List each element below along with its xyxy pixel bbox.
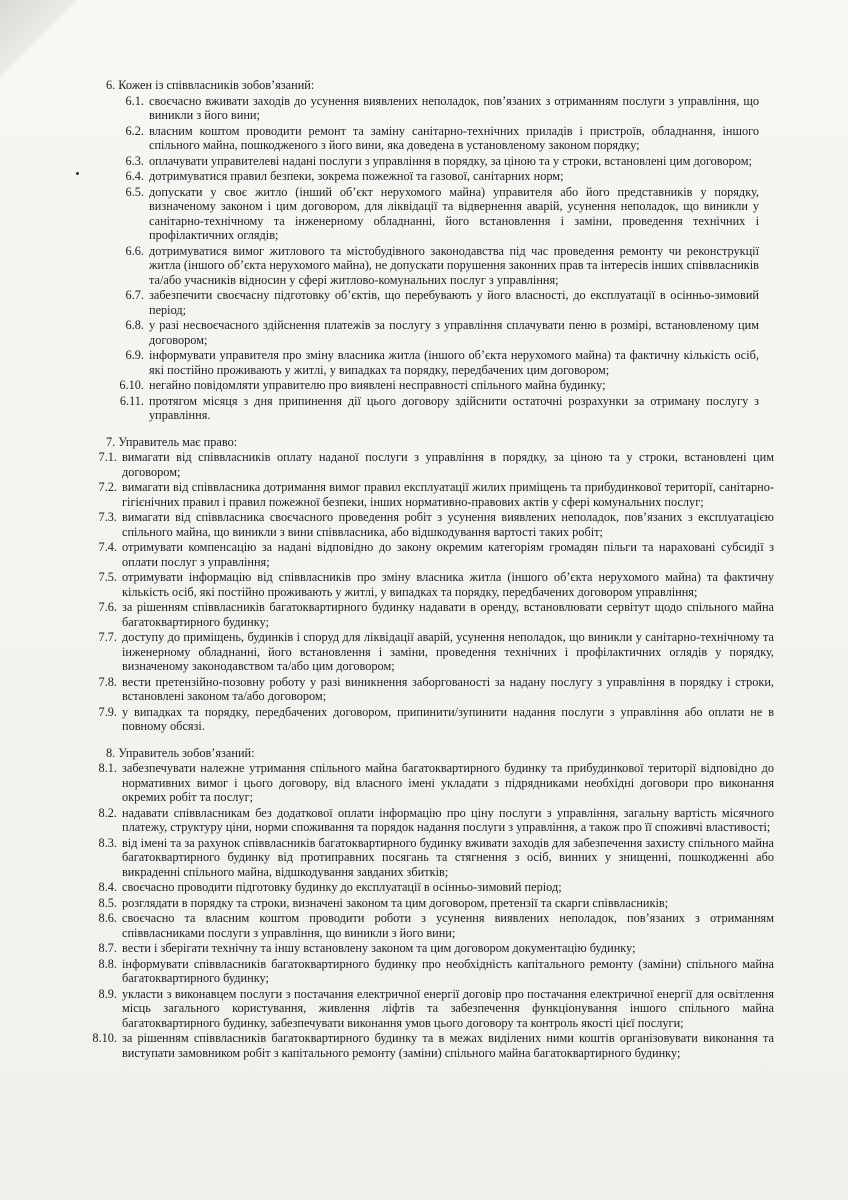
clause-item [0, 348, 848, 377]
clause-number: 8.6. [98, 911, 117, 925]
clause-number: 8.10. [92, 1031, 117, 1045]
clause-number: 7.9. [98, 704, 117, 719]
clause-number: 7.6. [98, 600, 117, 614]
page-corner-fold [0, 0, 90, 80]
clause-item [0, 288, 848, 317]
clause-item [0, 244, 848, 288]
clause-number: 6.11. [119, 393, 144, 408]
clause-text: від імені та за рахунок співвласників багатоквартирного будинку вживати заходів для забезпечення захисту спільного майна багатоквартирного будинку від протиправних посягань та стягнення з осіб, винних у знищенні, пошкодженні або викраденні спільного майна, відшкодування завданих збитків; [122, 835, 774, 879]
clause-text: інформувати співвласників багатоквартирного будинку про необхідність капітального ремонту (заміни) спільного майна багатоквартирного будинку; [122, 956, 774, 985]
section-heading: 8. Управитель зобов’язаний: [106, 745, 255, 760]
clause-item [0, 761, 848, 805]
clause-item [0, 806, 848, 835]
clause-item [0, 836, 848, 880]
section-8-items [0, 761, 848, 1060]
clause-number: 6.1. [125, 93, 144, 108]
clause-number: 6.7. [125, 288, 144, 302]
section-7-items [0, 450, 848, 734]
clause-number: 6.4. [125, 169, 144, 183]
clause-text: дотримуватися вимог житлового та містобудівного законодавства під час проведення ремонту чи реконструкції житла (іншого об’єкта нерухомого майна), не допускати порушення законних прав та інтересів інших співвласників та/або учасників відносин у сфері житлово-комунальних послуг з управління; [149, 243, 759, 287]
clause-text: допускати у своє житло (інший об’єкт нерухомого майна) управителя або його представників у порядку, визначеному законом і цим договором, для ліквідації та відвернення аварій, усунення неполадок, що виникли у санітарно-технічному та інженерному обладнанні, його встановлення і заміни, проведення технічних і профілактичних оглядів; [149, 184, 759, 242]
clause-text: доступу до приміщень, будинків і споруд для ліквідації аварій, усунення неполадок, що виникли у санітарно-технічному та інженерному обладнанні, його встановлення і заміни, проведення технічних і профілактичних оглядів у порядку, визначеному законодавством та/або цим договором; [122, 630, 774, 673]
clause-item [0, 450, 848, 479]
clause-item [0, 154, 848, 169]
clause-item [0, 510, 848, 539]
clause-text: вести і зберігати технічну та іншу встановлену законом та цим договором документацію будинку; [122, 941, 636, 955]
clause-item [0, 394, 848, 423]
clause-text: оплачувати управителеві надані послуги з управління в порядку, за ціною та у строки, встановлені цим договором; [149, 153, 752, 168]
clause-number: 8.5. [98, 895, 117, 910]
clause-item [0, 957, 848, 986]
clause-item [0, 941, 848, 956]
clause-number: 8.8. [98, 956, 117, 971]
clause-text: отримувати інформацію від співвласників про зміну власника житла (іншого об’єкта нерухомого майна) та фактичну кількість осіб, які постійно проживають у житлі, у випадках та порядку, передбачених договором управління; [122, 570, 774, 599]
clause-text: за рішенням співвласників багатоквартирного будинку надавати в оренду, встановлювати сервітут щодо спільного майна багатоквартирного будинку; [122, 600, 774, 629]
clause-number: 7.3. [98, 510, 117, 524]
clause-item [0, 1031, 848, 1060]
clause-number: 8.1. [98, 761, 117, 775]
clause-text: забезпечувати належне утримання спільного майна багатоквартирного будинку та прибудинкової території відповідно до нормативних вимог і цього договору, від власного імені укладати з підрядниками необхідні договори про виконання окремих робіт та послуг; [122, 761, 774, 804]
clause-number: 7.2. [98, 480, 117, 494]
clause-text: надавати співвласникам без додаткової оплати інформацію про ціну послуги з управління, загальну вартість місячного платежу, структуру ціни, норми споживання та порядок надання послуги з управління, а також про її споживчі властивості; [122, 805, 774, 834]
clause-number: 8.3. [98, 835, 117, 850]
clause-text: вимагати від співвласника своєчасного проведення робіт з усунення виявлених неполадок, пов’язаних з експлуатацією спільного майна, що виникли з вини співвласника, або відшкодування вартості таких робіт; [122, 510, 774, 539]
clause-number: 6.2. [125, 123, 144, 138]
clause-number: 6.5. [125, 184, 144, 199]
clause-text: за рішенням співвласників багатоквартирного будинку та в межах виділених ними коштів організовувати виконання та виступати замовником робіт з капітального ремонту (заміни) спільного майна багатоквартирного будинку; [122, 1031, 774, 1060]
clause-item [0, 987, 848, 1031]
clause-item [0, 911, 848, 940]
clause-number: 7.8. [98, 674, 117, 689]
clause-number: 6.3. [125, 153, 144, 168]
clause-number: 6.8. [125, 318, 144, 332]
clause-item [0, 124, 848, 153]
clause-number: 8.2. [98, 805, 117, 820]
clause-number: 6.6. [125, 243, 144, 258]
clause-text: своєчасно проводити підготовку будинку до експлуатації в осінньо-зимовий період; [122, 880, 562, 894]
document-body [0, 78, 848, 1068]
clause-text: своєчасно та власним коштом проводити роботи з усунення виявлених неполадок, пов’язаних з отриманням співвласниками послуги з управління, що виникли з його вини; [122, 911, 774, 940]
section-6 [0, 78, 848, 423]
clause-number: 7.1. [98, 450, 117, 464]
clause-number: 7.4. [98, 540, 117, 554]
clause-text: інформувати управителя про зміну власника житла (іншого об’єкта нерухомого майна) та фактичну кількість осіб, які постійно проживають у житлі, у випадках та порядку, передбачених цим договором; [149, 348, 759, 377]
clause-item [0, 880, 848, 895]
clause-item [0, 378, 848, 393]
clause-text: негайно повідомляти управителю про виявлені несправності спільного майна будинку; [149, 378, 606, 392]
clause-number: 7.5. [98, 570, 117, 584]
clause-number: 6.9. [125, 348, 144, 362]
clause-item [0, 185, 848, 243]
clause-number: 8.7. [98, 941, 117, 955]
clause-item [0, 540, 848, 569]
clause-item [0, 675, 848, 704]
section-6-items [0, 94, 848, 423]
clause-text: дотримуватися правил безпеки, зокрема пожежної та газової, санітарних норм; [149, 169, 564, 183]
clause-item [0, 480, 848, 509]
section-7 [0, 435, 848, 734]
clause-text: власним коштом проводити ремонт та заміну санітарно-технічних приладів і пристроїв, обладнання, іншого спільного майна, пошкодженого з його вини, яка доведена в установленому законом порядку; [149, 123, 759, 152]
section-8 [0, 746, 848, 1061]
clause-item [0, 318, 848, 347]
clause-item [0, 169, 848, 184]
clause-text: отримувати компенсацію за надані відповідно до закону окремим категоріям громадян пільги та нараховані субсидії з оплати послуг з управління; [122, 540, 774, 569]
clause-text: у разі несвоєчасного здійснення платежів за послугу з управління сплачувати пеню в розмірі, встановленому цим договором; [149, 318, 759, 347]
clause-item [0, 600, 848, 629]
clause-text: укласти з виконавцем послуги з постачання електричної енергії договір про постачання електричної енергії для освітлення місць загального користування, живлення ліфтів та забезпечення функціонування іншого спільного майна багатоквартирного будинку, забезпечувати виконання умов цього договору та контроль якості цієї послуги; [122, 986, 774, 1030]
clause-text: у випадках та порядку, передбачених договором, припинити/зупинити надання послуги з управління або оплати не в повному обсязі. [122, 704, 774, 733]
clause-item [0, 896, 848, 911]
clause-text: вимагати від співвласника дотримання вимог правил експлуатації жилих приміщень та прибудинкової території, санітарно-гігієнічних правил і правил пожежної безпеки, інших нормативно-правових актів у сфері комунальних послуг; [122, 480, 774, 509]
clause-item [0, 570, 848, 599]
clause-text: своєчасно вживати заходів до усунення виявлених неполадок, пов’язаних з отриманням послуги з управління, що виникли з його вини; [149, 93, 759, 122]
clause-number: 7.7. [98, 630, 117, 644]
clause-item [0, 94, 848, 123]
clause-text: вести претензійно-позовну роботу у разі виникнення заборгованості за надану послугу з управління в порядку і строки, встановлені законом та/або договором; [122, 674, 774, 703]
clause-number: 6.10. [119, 378, 144, 392]
clause-item [0, 705, 848, 734]
clause-text: вимагати від співвласників оплату наданої послуги з управління в порядку, за ціною та у строки, встановлені цим договором; [122, 450, 774, 479]
clause-text: забезпечити своєчасну підготовку об’єктів, що перебувають у його власності, до експлуатації в осінньо-зимовий період; [149, 288, 759, 317]
section-heading: 6. Кожен із співвласників зобов’язаний: [106, 78, 315, 92]
clause-number: 8.9. [98, 986, 117, 1001]
section-heading: 7. Управитель має право: [106, 434, 238, 449]
clause-text: протягом місяця з дня припинення дії цього договору здійснити остаточні розрахунки за отриману послугу з управління. [149, 393, 759, 422]
clause-item [0, 630, 848, 674]
clause-number: 8.4. [98, 880, 117, 894]
clause-text: розглядати в порядку та строки, визначені законом та цим договором, претензії та скарги співвласників; [122, 895, 669, 910]
